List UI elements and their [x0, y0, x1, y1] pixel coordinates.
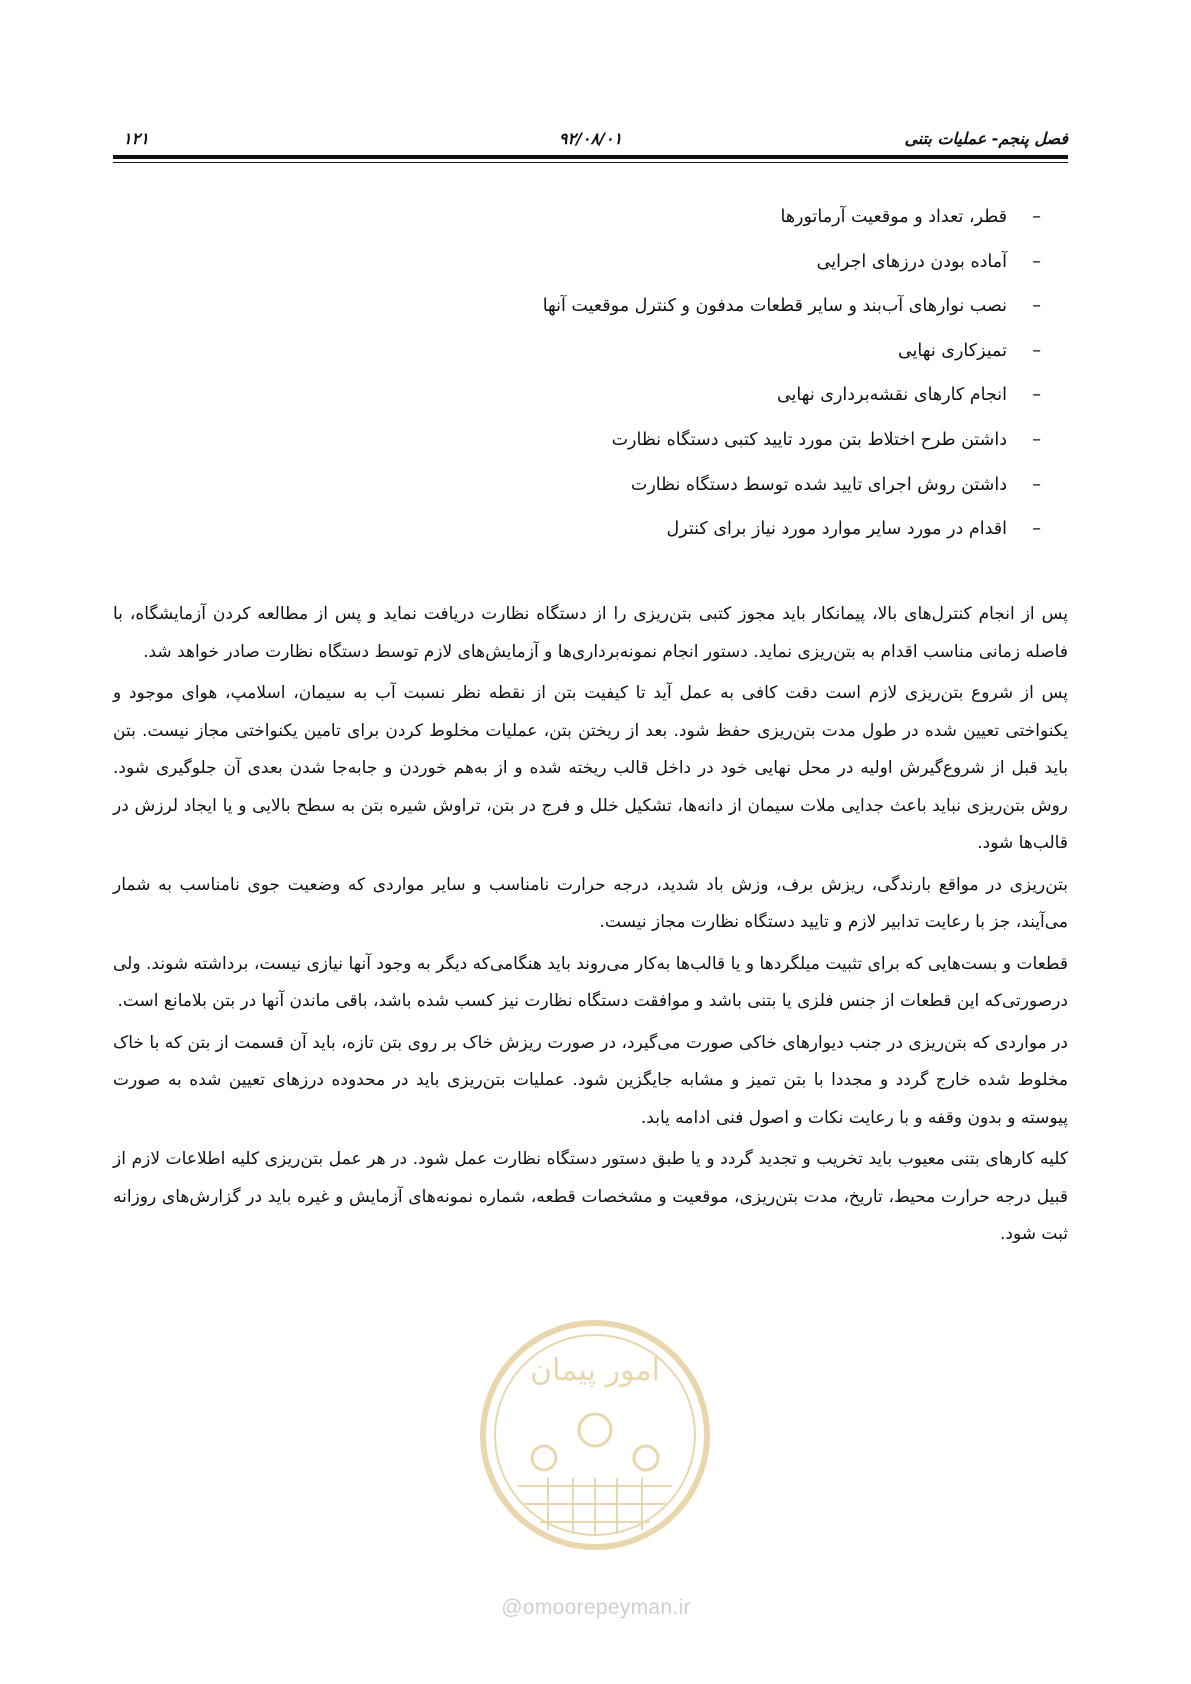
paragraph: قطعات و بست‌هایی که برای تثبیت میلگردها و یا قالب‌ها به‌کار می‌روند باید هنگامی‌که دیگر به وجود آنها نیازی نیست، برداشته شوند. ولی درصورتی‌که این قطعات از جنس فلزی یا بتنی باشد و موافقت دستگاه نظارت نیز کسب شده باشد، باقی ماندن آنها در بتن بلامانع است.	[113, 953, 1068, 1011]
list-item: –انجام کارهای نقشه‌برداری نهایی	[776, 385, 1041, 406]
dash-marker: –	[1032, 207, 1041, 227]
chapter-title: فصل پنجم- عملیات بتنی	[904, 129, 1068, 148]
list-item: –آماده بودن درزهای اجرایی	[816, 251, 1041, 272]
seal-text: امور پیمان	[530, 1353, 660, 1388]
header-rule-thick	[113, 155, 1068, 159]
paragraph: بتن‌ریزی در مواقع بارندگی، ریزش برف، وزش باد شدید، درجه حرارت نامناسب و سایر مواردی که وضعیت جوی نامناسب به شمار می‌آیند، جز با رعایت تدابیر لازم و تایید دستگاه نظارت مجاز نیست.	[113, 874, 1068, 932]
dash-marker: –	[1032, 340, 1041, 361]
watermark-url: @omoorepeyman.ir	[501, 1596, 691, 1619]
list-item: –تمیزکاری نهایی	[897, 340, 1041, 361]
list-item: –اقدام در مورد سایر موارد مورد نیاز برای کنترل	[666, 519, 1041, 540]
list-item: –نصب نوارهای آب‌بند و سایر قطعات مدفون و کنترل موقعیت آنها	[542, 296, 1041, 317]
dash-marker: –	[1032, 251, 1041, 272]
watermark-seal	[478, 1318, 712, 1552]
dash-marker: –	[1032, 385, 1041, 406]
paragraph: پس از شروع بتن‌ریزی لازم است دقت کافی به عمل آید تا کیفیت بتن از نقطه نظر نسبت آب به سیمان، اسلامپ، هوای موجود و یکنواختی تعیین شده در طول مدت بتن‌ریزی حفظ شود. بعد از ریختن بتن، عملیات مخلوط کردن برای تامین یکنواختی مجاز نیست. بتن باید قبل از شروع‌گیرش اولیه در محل نهایی خود در داخل قالب ریخته شده و از به‌هم خوردن و جابه‌جا شدن بعدی آن جلوگیری شود. روش بتن‌ریزی نباید باعث جدایی ملات سیمان از دانه‌ها، تشکیل خلل و فرج در بتن، تراوش شیره بتن به سطح بالایی و یا ایجاد لرزش در قالب‌ها شود.	[113, 683, 1068, 853]
paragraph: در مواردی که بتن‌ریزی در جنب دیوارهای خاکی صورت می‌گیرد، در صورت ریزش خاک بر روی بتن تازه، باید آن قسمت از بتن که با خاک مخلوط شده خارج گردد و مجددا با بتن تمیز و مشابه جایگزین شود. عملیات بتن‌ریزی باید در محدوده درزهای تعیین شده به صورت پیوسته و بدون وقفه و با رعایت نکات و اصول فنی ادامه یابد.	[113, 1032, 1068, 1128]
list-item: –قطر، تعداد و موقعیت آرماتورها	[780, 207, 1041, 227]
list-item: –داشتن روش اجرای تایید شده توسط دستگاه نظارت	[630, 474, 1041, 495]
revision-date: ۹۲/۰۸/۰۱	[558, 129, 623, 148]
page-number: ۱۲۱	[123, 129, 149, 148]
paragraph: پس از انجام کنترل‌های بالا، پیمانکار باید مجوز کتبی بتن‌ریزی را از دستگاه نظارت دریافت نماید و پس از مطالعه کردن آزمایشگاه، با فاصله زمانی مناسب اقدام به بتن‌ریزی نماید. دستور انجام نمونه‌برداری‌ها و آزمایش‌های لازم توسط دستگاه نظارت صادر خواهد شد.	[113, 604, 1068, 662]
dash-marker: –	[1032, 296, 1041, 317]
dash-marker: –	[1032, 429, 1041, 450]
list-item: –داشتن طرح اختلاط بتن مورد تایید کتبی دستگاه نظارت	[611, 429, 1041, 450]
page-header	[113, 125, 1068, 151]
dash-marker: –	[1032, 474, 1041, 495]
body-text	[113, 596, 1068, 1258]
paragraph: کلیه کارهای بتنی معیوب باید تخریب و تجدید گردد و یا طبق دستور دستگاه نظارت عمل شود. در هر عمل بتن‌ریزی کلیه اطلاعات لازم از قبیل درجه حرارت محیط، تاریخ، مدت بتن‌ریزی، موقعیت و مشخصات قطعه، شماره نمونه‌های آزمایش و غیره باید در گزارش‌های روزانه ثبت شود.	[113, 1149, 1068, 1244]
header-rule-thin	[113, 162, 1068, 163]
checklist	[221, 205, 1041, 562]
dash-marker: –	[1032, 519, 1041, 540]
